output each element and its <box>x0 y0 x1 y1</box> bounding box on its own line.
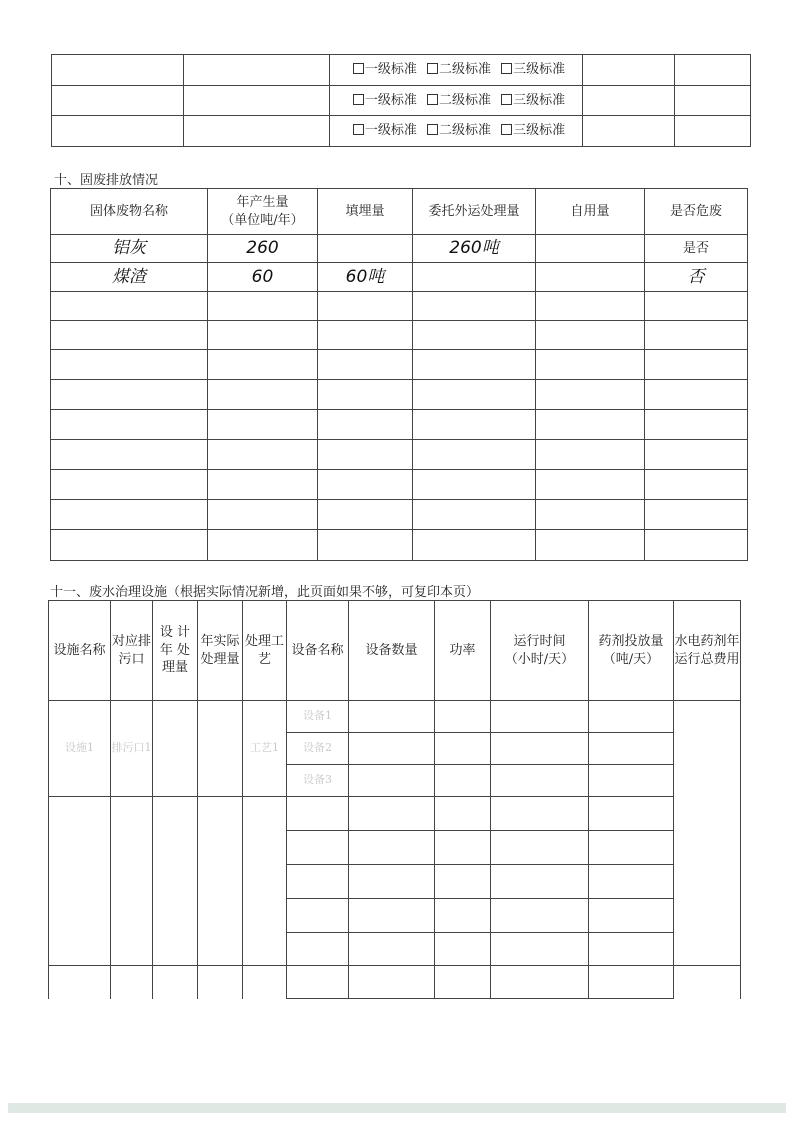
table-row <box>51 380 748 410</box>
wastewater-table <box>48 600 741 999</box>
header-annual-cost: 水电药剂年运行总费用 <box>674 601 741 701</box>
table-row <box>51 350 748 380</box>
facility-name: 设施1 <box>49 701 111 797</box>
outsourced-amount <box>413 263 536 292</box>
annual-output: 260 <box>208 235 318 263</box>
section-heading-wastewater: 十一、废水治理设施（根据实际情况新增，此页面如果不够，可复印本页） <box>50 585 480 600</box>
checkbox-icon[interactable] <box>427 124 438 135</box>
table-row <box>51 292 748 321</box>
table-row <box>51 440 748 470</box>
checkbox-icon[interactable] <box>353 94 364 105</box>
table-row <box>51 321 748 350</box>
checkbox-icon[interactable] <box>353 63 364 74</box>
table-row <box>52 55 751 86</box>
header-outsourced: 委托外运处理量 <box>413 189 536 235</box>
hazardous-flag: 是否 <box>645 235 748 263</box>
table-row <box>51 530 748 561</box>
table-header-row <box>51 189 748 235</box>
header-design-capacity: 设 计 年 处 理量 <box>153 601 198 701</box>
checkbox-icon[interactable] <box>427 63 438 74</box>
header-self-use: 自用量 <box>536 189 645 235</box>
process-name: 工艺1 <box>243 701 287 797</box>
table-header-row <box>49 601 741 701</box>
landfill-amount <box>318 235 413 263</box>
self-use-amount <box>536 235 645 263</box>
header-process: 处理工艺 <box>243 601 287 701</box>
header-equipment-count: 设备数量 <box>349 601 435 701</box>
header-facility-name: 设施名称 <box>49 601 111 701</box>
waste-name: 铝灰 <box>51 235 208 263</box>
header-actual-capacity: 年实际处理量 <box>198 601 243 701</box>
header-annual-output: 年产生量 （单位吨/年） <box>208 189 318 235</box>
waste-name: 煤渣 <box>51 263 208 292</box>
checkbox-icon[interactable] <box>501 63 512 74</box>
table-row <box>51 235 748 263</box>
header-hazardous: 是否危废 <box>645 189 748 235</box>
checkbox-icon[interactable] <box>501 94 512 105</box>
header-dosage: 药剂投放量 （吨/天） <box>589 601 674 701</box>
header-outlet: 对应排污口 <box>111 601 153 701</box>
checkbox-icon[interactable] <box>427 94 438 105</box>
checkbox-icon[interactable] <box>501 124 512 135</box>
solid-waste-table <box>50 188 748 561</box>
table-row <box>51 470 748 500</box>
landfill-amount: 60吨 <box>318 263 413 292</box>
equipment-name: 设备2 <box>287 733 349 765</box>
annual-output: 60 <box>208 263 318 292</box>
standards-cell: 一级标准 二级标准 三级标准 <box>330 86 583 116</box>
equipment-name: 设备1 <box>287 701 349 733</box>
header-power: 功率 <box>435 601 491 701</box>
equipment-name: 设备3 <box>287 765 349 797</box>
hazardous-flag: 否 <box>645 263 748 292</box>
scan-edge-strip <box>8 1103 786 1113</box>
outsourced-amount: 260吨 <box>413 235 536 263</box>
table-row <box>49 797 741 831</box>
table-row <box>51 263 748 292</box>
table-row <box>52 116 751 147</box>
outlet-name: 排污口1 <box>111 701 153 797</box>
header-landfill: 填埋量 <box>318 189 413 235</box>
table-row <box>51 410 748 440</box>
standards-cell: 一级标准 二级标准 三级标准 <box>330 55 583 86</box>
header-waste-name: 固体废物名称 <box>51 189 208 235</box>
table-row <box>49 701 741 733</box>
self-use-amount <box>536 263 645 292</box>
standards-cell: 一级标准 二级标准 三级标准 <box>330 116 583 147</box>
standards-table <box>51 54 751 147</box>
checkbox-icon[interactable] <box>353 124 364 135</box>
header-runtime: 运行时间 （小时/天） <box>491 601 589 701</box>
table-row <box>51 500 748 530</box>
table-row <box>49 966 741 999</box>
header-equipment-name: 设备名称 <box>287 601 349 701</box>
section-heading-solid-waste: 十、固废排放情况 <box>54 173 159 188</box>
table-row <box>52 86 751 116</box>
